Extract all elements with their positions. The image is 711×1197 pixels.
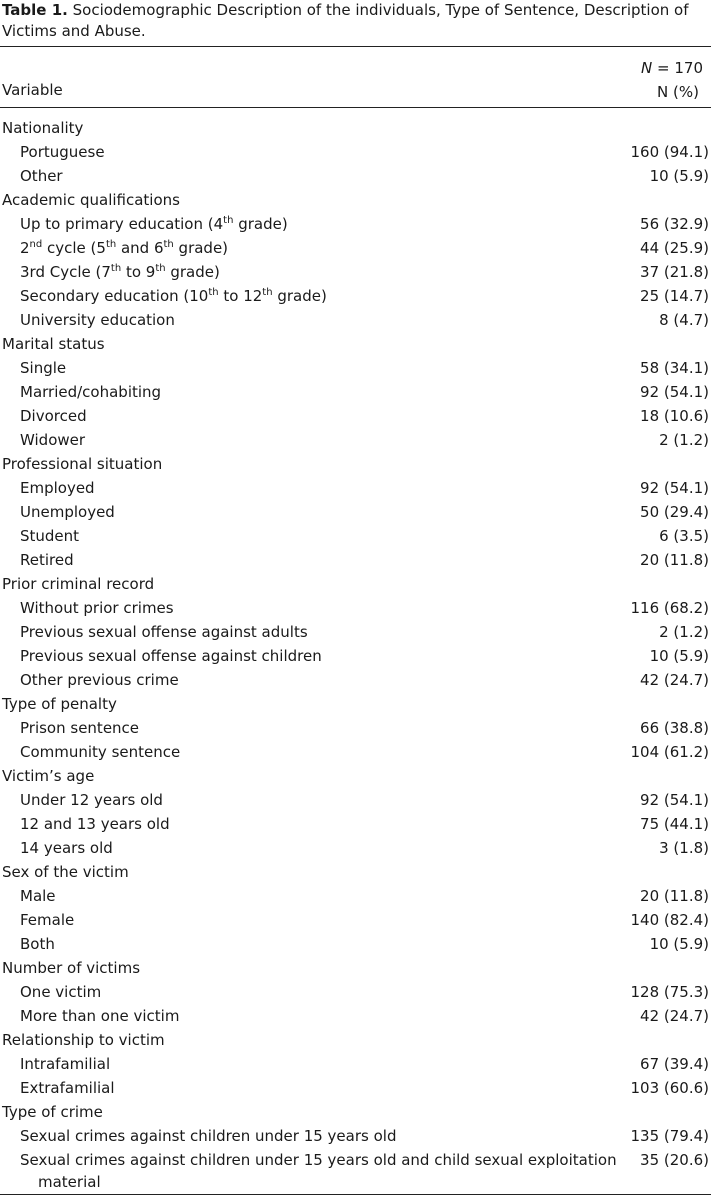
row-value: 92 (54.1) [640,479,709,497]
label-text: grade) [165,263,220,281]
row-label [20,740,180,764]
table-row [0,1124,711,1148]
row-label [20,428,85,452]
table-row [0,284,711,308]
row-value: 58 (34.1) [640,359,709,377]
table-row [0,716,711,740]
label-text: Other [20,167,63,185]
row-label [20,788,163,812]
table-caption-text: Sociodemographic Description of the individuals, Type of Sentence, Description of Victims and Abuse. [2,1,689,40]
group-label [2,452,162,476]
group-row [0,188,711,212]
label-text: Relationship to victim [2,1031,165,1049]
group-row [0,572,711,596]
row-value: 42 (24.7) [640,1007,709,1025]
row-value: 56 (32.9) [640,215,709,233]
group-label [2,1100,103,1124]
row-label [20,164,63,188]
row-value: 20 (11.8) [640,887,709,905]
label-text: to 12 [218,287,263,305]
group-row [0,452,711,476]
group-label [2,956,140,980]
superscript: th [223,215,234,226]
row-value: 10 (5.9) [649,935,709,953]
label-text: Intrafamilial [20,1055,111,1073]
label-text: grade) [233,215,288,233]
top-rule [0,46,711,47]
row-label [20,1076,115,1100]
row-value: 20 (11.8) [640,551,709,569]
table-row [0,980,711,1004]
label-text: to 9 [121,263,156,281]
table-row [0,380,711,404]
label-text: Extrafamilial [20,1079,115,1097]
label-text: Victim’s age [2,767,95,785]
row-label [20,500,115,524]
row-value: 35 (20.6) [640,1151,709,1169]
group-row [0,956,711,980]
table-row [0,884,711,908]
label-text: Marital status [2,335,105,353]
superscript: th [105,239,117,250]
label-text: Under 12 years old [20,791,163,809]
row-label [20,644,322,668]
row-label [20,260,220,284]
label-text: Secondary education (10 [20,287,209,305]
label-text: Number of victims [2,959,141,977]
label-text: Prison sentence [20,719,140,737]
table-row [0,1076,711,1100]
row-value: 3 (1.8) [659,839,709,857]
label-text-continued: material [38,1173,101,1191]
row-label [20,1124,396,1148]
group-row [0,860,711,884]
row-value: 140 (82.4) [630,911,709,929]
label-text: Sex of the victim [2,863,129,881]
label-text: Type of penalty [2,695,117,713]
row-value: 10 (5.9) [649,647,709,665]
table-body [0,116,711,1196]
group-row [0,332,711,356]
superscript: th [262,287,273,298]
label-text: Academic qualifications [2,191,180,209]
label-text: Single [20,359,67,377]
row-value: 2 (1.2) [659,623,709,641]
label-text: University education [20,311,175,329]
n-symbol: N [641,59,653,77]
label-text: Widower [20,431,86,449]
table-row [0,356,711,380]
row-label [20,140,105,164]
superscript: th [110,263,122,274]
row-value: 160 (94.1) [630,143,709,161]
table-row [0,812,711,836]
label-text: 2 [20,239,30,257]
row-label [20,476,95,500]
label-text: Divorced [20,407,87,425]
group-row [0,1028,711,1052]
label-text: grade) [173,239,229,257]
group-label [2,116,83,140]
row-label [20,356,66,380]
table-row [0,428,711,452]
label-text: Type of crime [2,1103,103,1121]
table-row [0,524,711,548]
row-label [20,836,113,860]
group-label [2,572,154,596]
row-value: 128 (75.3) [630,983,709,1001]
label-text: Student [20,527,80,545]
row-label [20,1004,179,1028]
group-row [0,692,711,716]
row-value: 44 (25.9) [640,239,709,257]
label-text: cycle (5 [42,239,106,257]
table-row [0,164,711,188]
table-row [0,500,711,524]
row-label [20,236,228,260]
n-total: = 170 [657,59,703,77]
row-label [20,932,55,956]
superscript: th [163,239,174,250]
label-text: grade) [272,287,327,305]
row-label [20,1052,110,1076]
label-text: 14 years old [20,839,113,857]
table-row [0,1004,711,1028]
label-text: Up to primary education (4 [20,215,224,233]
row-label [20,308,175,332]
group-label [2,1028,165,1052]
group-label [2,332,105,356]
row-value: 10 (5.9) [649,167,709,185]
row-value: 8 (4.7) [659,311,709,329]
label-text: Sexual crimes against children under 15 years old and child sexual exploitation [20,1151,617,1169]
label-text: Retired [20,551,74,569]
table-row [0,908,711,932]
row-label [20,524,79,548]
row-value: 2 (1.2) [659,431,709,449]
column-header-variable: Variable [2,81,63,99]
label-text: Male [20,887,56,905]
label-text: Other previous crime [20,671,179,689]
group-label [2,764,94,788]
table-row [0,740,711,764]
table-row [0,1148,711,1196]
row-label [20,980,101,1004]
group-label [2,692,117,716]
row-label [20,284,327,308]
label-text: Female [20,911,75,929]
row-label [20,716,139,740]
header-rule [0,107,711,108]
row-value: 104 (61.2) [630,743,709,761]
label-text: and 6 [116,239,164,257]
row-label [20,548,74,572]
row-label [20,1149,620,1193]
table-row [0,836,711,860]
table-row [0,596,711,620]
row-value: 18 (10.6) [640,407,709,425]
row-value: 37 (21.8) [640,263,709,281]
row-label [20,668,179,692]
row-value: 135 (79.4) [630,1127,709,1145]
column-header-n [563,56,703,104]
row-value: 42 (24.7) [640,671,709,689]
table-row [0,140,711,164]
table-row [0,932,711,956]
label-text: Married/cohabiting [20,383,162,401]
group-row [0,116,711,140]
label-text: Professional situation [2,455,163,473]
label-text: Both [20,935,55,953]
table-row [0,668,711,692]
label-text: Employed [20,479,95,497]
bottom-rule [0,1194,711,1195]
label-text: Previous sexual offense against adults [20,623,308,641]
row-value: 92 (54.1) [640,791,709,809]
row-value: 103 (60.6) [630,1079,709,1097]
row-value: 6 (3.5) [659,527,709,545]
row-label [20,812,170,836]
row-label [20,380,161,404]
group-row [0,1100,711,1124]
table-caption-label: Table 1. [2,1,68,19]
group-row [0,764,711,788]
group-label [2,860,129,884]
table-row [0,260,711,284]
row-value: 116 (68.2) [630,599,709,617]
row-value: 25 (14.7) [640,287,709,305]
label-text: Sexual crimes against children under 15 years old [20,1127,397,1145]
table-row [0,1052,711,1076]
row-value: 75 (44.1) [640,815,709,833]
table-row [0,404,711,428]
row-value: 50 (29.4) [640,503,709,521]
superscript: nd [29,239,43,250]
table-row [0,644,711,668]
label-text: Prior criminal record [2,575,155,593]
n-pct-label: N (%) [657,83,699,101]
table-row [0,308,711,332]
superscript: th [208,287,219,298]
label-text: One victim [20,983,102,1001]
label-text: Portuguese [20,143,105,161]
row-label [20,620,308,644]
row-label [20,908,74,932]
label-text: Community sentence [20,743,181,761]
label-text: More than one victim [20,1007,180,1025]
table-row [0,476,711,500]
row-label [20,404,87,428]
row-label [20,884,56,908]
table-row [0,548,711,572]
label-text: Previous sexual offense against children [20,647,322,665]
table-row [0,620,711,644]
row-value: 67 (39.4) [640,1055,709,1073]
row-label [20,596,174,620]
superscript: th [155,263,166,274]
table-row [0,236,711,260]
label-text: Nationality [2,119,84,137]
table-caption [2,0,708,42]
label-text: 12 and 13 years old [20,815,170,833]
row-value: 92 (54.1) [640,383,709,401]
label-text: Without prior crimes [20,599,174,617]
table-row [0,788,711,812]
row-value: 66 (38.8) [640,719,709,737]
label-text: 3rd Cycle (7 [20,263,111,281]
table-row [0,212,711,236]
group-label [2,188,180,212]
label-text: Unemployed [20,503,115,521]
row-label [20,212,288,236]
